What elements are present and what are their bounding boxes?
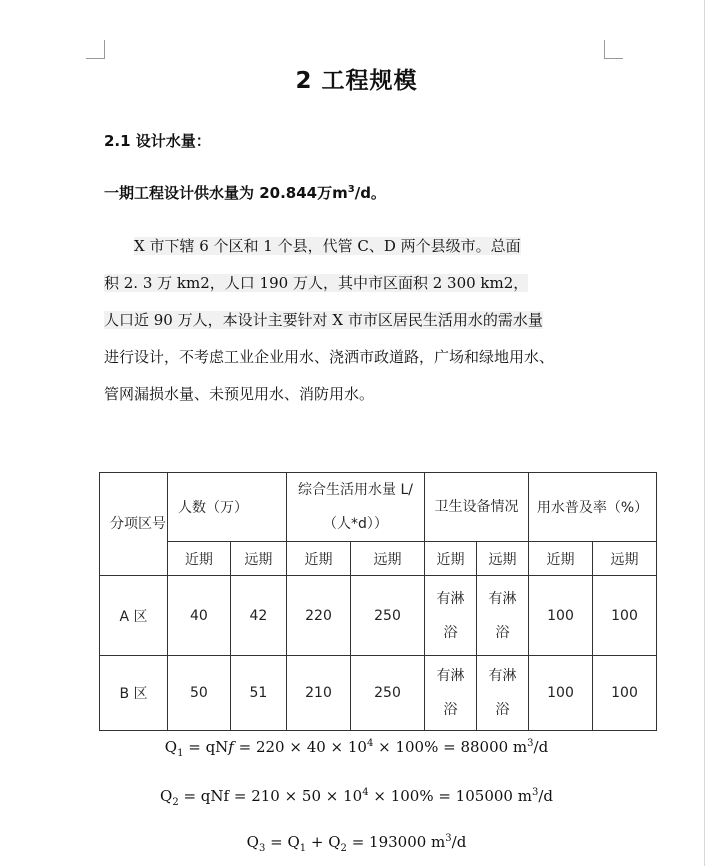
- paragraph-line: [104, 265, 604, 302]
- header-population: 人数（万）: [168, 473, 287, 542]
- q3-expr: = Q: [265, 833, 300, 851]
- cell-pop-far: 42: [230, 576, 286, 656]
- cell-use-far: 250: [351, 656, 425, 731]
- formula-q3: [0, 833, 713, 854]
- crop-mark-top-left: [86, 40, 105, 59]
- subheading: [104, 182, 386, 203]
- q2-unit-tail: /d: [538, 787, 553, 805]
- paragraph-line: [104, 339, 604, 376]
- paragraph-line-text: 管网漏损水量、未预见用水、消防用水。: [104, 385, 375, 403]
- q3-unit-sup: 3: [445, 833, 452, 844]
- q1-lhs-sub: 1: [177, 748, 184, 759]
- subheader-cell: 远期: [477, 542, 529, 576]
- q2-exp: 4: [362, 787, 369, 798]
- cell-san-far: 有淋浴: [477, 656, 529, 731]
- q2-unit-sup: 3: [531, 787, 539, 798]
- body-paragraph: [104, 228, 604, 413]
- paragraph-line-text: 积 2. 3 万 km2，人口 190 万人，其中市区面积 2 300 km2，: [104, 274, 529, 292]
- q3-s2: 2: [340, 843, 347, 854]
- cell-cov-far: 100: [593, 656, 657, 731]
- cell-cov-near: 100: [529, 576, 593, 656]
- q1-expr: = qN𝑓 = 220 × 40 × 10: [183, 738, 367, 756]
- subheading-suffix: /d。: [354, 184, 386, 202]
- cell-cov-near: 100: [529, 656, 593, 731]
- subheader-cell: 远期: [230, 542, 286, 576]
- subheader-cell: 近期: [168, 542, 231, 576]
- cell-san-near: 有淋浴: [425, 576, 477, 656]
- q3-lhs-sub: 3: [258, 843, 266, 854]
- subheader-cell: 近期: [287, 542, 351, 576]
- q3-tail: = 193000 m: [346, 833, 446, 851]
- cell-pop-near: 40: [168, 576, 231, 656]
- paragraph-line-text: X 市下辖 6 个区和 1 个县，代管 C、D 两个县级市。总面: [134, 237, 521, 255]
- q3-unit-tail: /d: [451, 833, 467, 851]
- q3-lhs: Q: [246, 833, 259, 851]
- water-demand-table: [99, 472, 657, 731]
- q1-lhs: Q: [164, 738, 178, 756]
- cell-pop-far: 51: [230, 656, 286, 731]
- crop-mark-top-right: [604, 40, 623, 59]
- cell-use-far: 250: [351, 576, 425, 656]
- table-row: [100, 576, 657, 656]
- page-title: 2 工程规模: [295, 68, 418, 94]
- table-subheader-row: [100, 542, 657, 576]
- table-row: [100, 656, 657, 731]
- cell-use-near: 210: [287, 656, 351, 731]
- header-water-use: 综合生活用水量 L/（人*d））: [287, 473, 425, 542]
- q2-lhs-sub: 2: [172, 797, 179, 808]
- q2-expr: = qNf = 210 × 50 × 10: [178, 787, 363, 805]
- subheader-cell: 近期: [529, 542, 593, 576]
- page-edge-line: [704, 0, 705, 866]
- q3-s1: 1: [299, 843, 307, 854]
- cell-pop-near: 50: [168, 656, 231, 731]
- header-coverage: 用水普及率（%）: [529, 473, 657, 542]
- q1-unit-sup: 3: [527, 738, 534, 749]
- paragraph-line-text: 进行设计，不考虑工业企业用水、浇洒市政道路，广场和绿地用水、: [104, 348, 555, 366]
- paragraph-line: [104, 228, 604, 265]
- cell-cov-far: 100: [593, 576, 657, 656]
- formula-q2: [0, 787, 713, 808]
- paragraph-line: [104, 376, 604, 413]
- q1-unit-tail: /d: [533, 738, 549, 756]
- formula-q1: [0, 738, 713, 759]
- cell-san-far: 有淋浴: [477, 576, 529, 656]
- subheader-cell: 远期: [351, 542, 425, 576]
- q2-tail: × 100% = 105000 m: [368, 787, 532, 805]
- q2-lhs: Q: [160, 787, 173, 805]
- q1-tail: × 100% = 88000 m: [373, 738, 528, 756]
- header-zone: 分项区号: [100, 473, 168, 576]
- cell-use-near: 220: [287, 576, 351, 656]
- q3-plus: + Q: [306, 833, 341, 851]
- subheader-cell: 近期: [425, 542, 477, 576]
- section-heading: 2.1 设计水量：: [104, 132, 211, 150]
- paragraph-line: [104, 302, 604, 339]
- cell-zone: A 区: [100, 576, 168, 656]
- table-header-row: [100, 473, 657, 542]
- cell-zone: B 区: [100, 656, 168, 731]
- subheading-text: 一期工程设计供水量为 20.844万m: [104, 184, 348, 202]
- cell-san-near: 有淋浴: [425, 656, 477, 731]
- q1-exp: 4: [366, 738, 374, 749]
- paragraph-line-text: 人口近 90 万人，本设计主要针对 X 市市区居民生活用水的需水量: [104, 311, 543, 329]
- subheading-sup: 3: [347, 184, 355, 195]
- header-sanitary: 卫生设备情况: [425, 473, 529, 542]
- subheader-cell: 远期: [593, 542, 657, 576]
